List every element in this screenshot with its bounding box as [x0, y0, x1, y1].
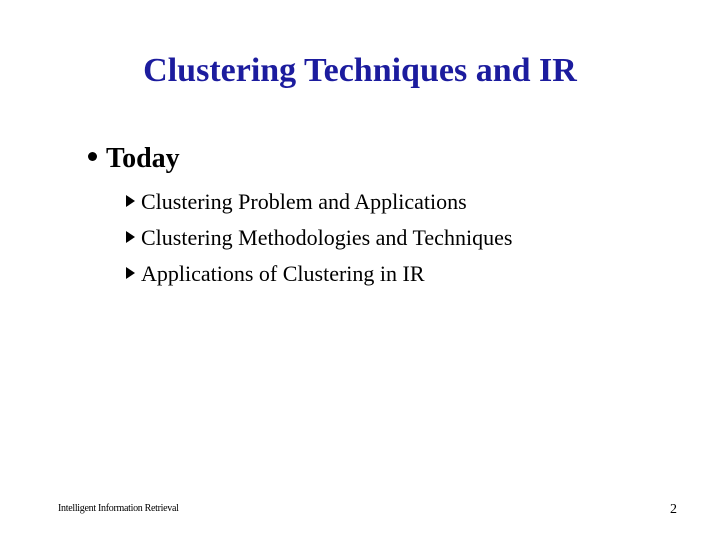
heading-text: Today [106, 143, 180, 174]
list-item [126, 256, 512, 292]
list-item-text: Clustering Problem and Applications [141, 189, 467, 214]
triangle-bullet-icon [126, 231, 135, 243]
sub-bullet-list [126, 184, 512, 292]
list-item-text: Applications of Clustering in IR [141, 261, 425, 286]
round-bullet-icon [88, 152, 97, 161]
list-item-text: Clustering Methodologies and Techniques [141, 225, 513, 250]
list-item [126, 220, 512, 256]
footer-text: Intelligent Information Retrieval [58, 503, 179, 514]
list-item [126, 184, 512, 220]
heading-bullet-item [88, 140, 180, 178]
page-number: 2 [670, 502, 677, 517]
triangle-bullet-icon [126, 267, 135, 279]
slide-title: Clustering Techniques and IR [143, 52, 577, 89]
triangle-bullet-icon [126, 195, 135, 207]
